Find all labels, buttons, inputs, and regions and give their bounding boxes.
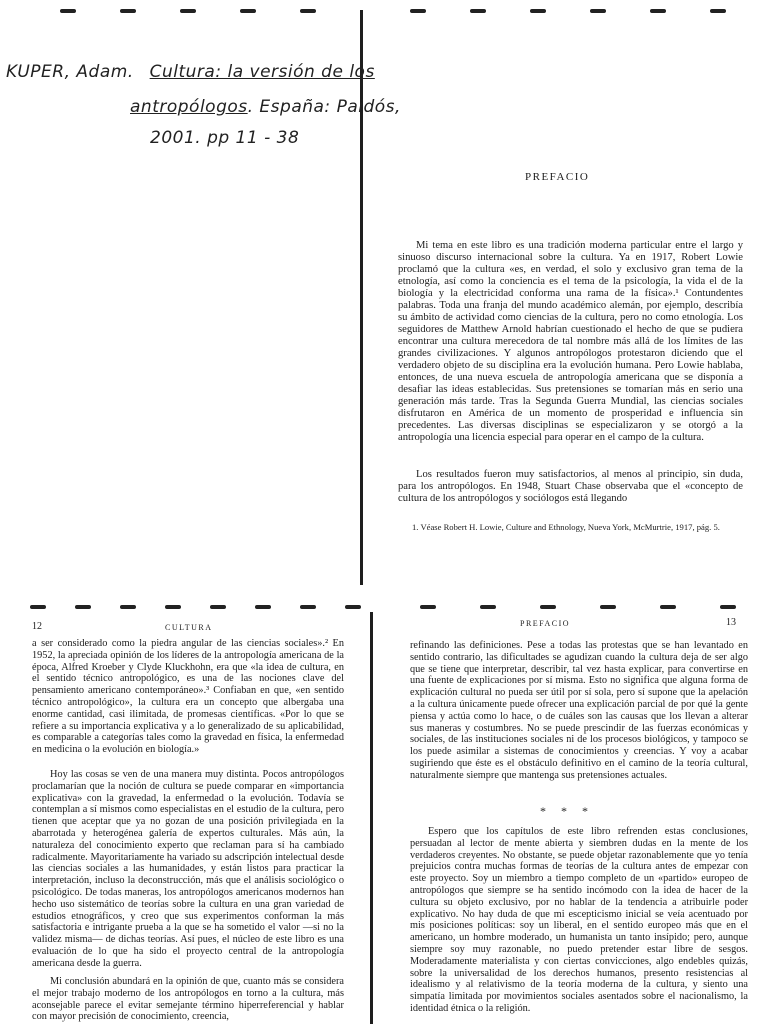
handwritten-line-3: 2001. pp 11 - 38 [150, 128, 300, 148]
bottom-spine-line [370, 612, 373, 1024]
handwritten-title: Cultura: la versión de los [149, 62, 375, 82]
page12-paragraph-1: a ser considerado como la piedra angular de las ciencias sociales».² En 1952, la apreciada opinión de los líderes de la antropología americana de la época, Alfred Kroeber y Clyde Kluckhohn, era que «la idea de cultura, en el sentido técnico antropológico, es una de las nociones clave del pensamiento americano contemporáneo».³ Confiaban en que, «en sentido técnico antropológico», la cultura era un concepto que albergaba una enorme cantidad, casi ilimitada, de promesas científicas. «Por lo que se refiere a su importancia explicativa y a lo generalizado de su aplicabilidad, es comparable a categorías tales como la gravedad en física, la enfermedad en medicina o la evolución en biología.» [32, 638, 344, 756]
page13-paragraph-1: refinando las definiciones. Pese a todas las protestas que se han levantado en sentido contrario, las dificultades se agudizan cuando la cultura deja de ser algo que se tiene que interpretar, describir, tal vez hasta explicar, para convertirse en una fuente de explicaciones por sí misma. Esto no significa que alguna forma de explicación cultural no pueda ser útil por sí sola, pero sí supone que la apelación a la cultura únicamente puede ofrecer una explicación parcial de por qué la gente piensa y actúa como lo hace, o de cuáles son las causas que los llevan a alterar sus maneras y costumbres. No se puede prescindir de las fuerzas económicas y sociales, de las instituciones sociales ni de los procesos biológicos, y tampoco se los puede asimilar a sistemas de conocimientos y creencias. Y voy a acabar sugiriendo que éste es el obstáculo definitivo en el camino de la teoría cultural, naturalmente siempre que mantenga sus pretensiones actuales. [410, 640, 748, 781]
page12-paragraph-3: Mi conclusión abundará en la opinión de que, cuanto más se considera el mejor trabajo moderno de los antropólogos en torno a la cultura, más aconsejable parece el evitar semejante término hiperreferencial y hablar con mayor precisión de conocimiento, creencia, [32, 976, 344, 1023]
page13-paragraph-2: Espero que los capítulos de este libro refrenden estas conclusiones, persuadan al lector de mente abierta y siembren dudas en la mente de los verdaderos creyentes. No obstante, se puede objetar razonablemente que yo tenía prejuicios contra muchas formas de teorías de la cultura antes de empezar con este proyecto. Soy un miembro a tiempo completo de un «partido» europeo de antropólogos que siempre se ha sentido incómodo con la idea de hacer de la cultura su objeto exclusivo, por no hablar de la tendencia a atribuirle poder explicativo. No hay duda de que mi escepticismo inicial se veía acentuado por mis posiciones políticas: soy un liberal, en el sentido europeo más que en el americano, un hombre moderado, un humanista un tanto insípido; pero, aunque siempre soy muy razonable, no puedo pretender estar libre de sesgos. Moderadamente materialista y con ciertas convicciones, algo endebles quizás, sobre la universalidad de los derechos humanos, presento resistencias al idealismo y al relativismo de la teoría moderna de la cultura, y siento una simpatía limitada por movimientos sociales asentados sobre el nacionalismo, la identidad étnica o la religión. [410, 826, 748, 1014]
handwritten-author: KUPER, Adam. [6, 62, 134, 82]
handwritten-line-2 [130, 97, 401, 117]
handwritten-title-end: antropólogos [130, 97, 248, 117]
page-number-12: 12 [32, 621, 42, 632]
handwritten-place: . España: Paidós, [247, 97, 401, 117]
page-number-13: 13 [726, 617, 736, 628]
page-title: PREFACIO [525, 171, 590, 183]
page12-paragraph-2: Hoy las cosas se ven de una manera muy distinta. Pocos antropólogos proclamarían que la noción de cultura se puede comparar en «importancia explicativa» con la gravedad, la enfermedad o la evolución. Todavía se contemplan a sí mismos como especialistas en el estudio de la cultura, pero tienen que aceptar que ya no gozan de una posición privilegiada en la abarrotada y heterogénea galería de expertos culturales. Más aún, la naturaleza del conocimiento experto que reclaman para sí ha cambiado radicalmente. Mayoritariamente ha variado su adscripción intelectual desde las ciencias sociales a las humanidades, y están listos para practicar la interpretación, incluso la deconstrucción, más que el análisis sociológico o psicológico. De todas maneras, los antropólogos americanos modernos han hecho uso sistemático de teorías sobre la cultura en una gran variedad de estudios etnográficos, y creo que sus experimentos conforman la más satisfactoria e intrigante prueba a la que se ha sometido el valor —si no la validez misma— de dichas teorías. Así pues, el núcleo de este libro es una evaluación de lo que ha sido el proyecto central de la antropología americana desde la guerra. [32, 769, 344, 969]
running-head-cultura: CULTURA [165, 623, 213, 632]
middle-scan-edge [0, 596, 768, 622]
section-separator: * * * [540, 804, 594, 818]
prefacio-paragraph-2: Los resultados fueron muy satisfactorios, al menos al principio, sin duda, para los antropólogos. En 1948, Stuart Chase observaba que el «concepto de cultura de los antropólogos y sociólogos está llegando [398, 469, 743, 504]
handwritten-line-1 [6, 62, 375, 82]
footnote: 1. Véase Robert H. Lowie, Culture and Ethnology, Nueva York, McMurtrie, 1917, pág. 5. [412, 522, 720, 532]
top-scan-edge [0, 0, 768, 26]
running-head-prefacio: PREFACIO [520, 619, 571, 628]
prefacio-paragraph-1: Mi tema en este libro es una tradición moderna particular entre el largo y sinuoso discurso internacional sobre la cultura. Ya en 1917, Robert Lowie proclamó que la cultura «es, en verdad, el solo y exclusivo gran tema de la etnología, así como la conciencia es el tema de la psicología, la vida el de la biología y la electricidad conforma una rama de la física».¹ Contundentes palabras. Toda una franja del mundo académico alemán, por ejemplo, describía su ámbito de actividad como ciencias de la cultura, pero no como etnología. Los seguidores de Matthew Arnold habrían cuestionado el hecho de que se pudiera encontrar una cultura merecedora de tal nombre más allá de los límites de las grandes civilizaciones. Y algunos antropólogos protestaron diciendo que el verdadero objeto de su disciplina era la evolución humana. Pero Lowie hablaba, entonces, de una nueva escuela de antropología americana que se disponía a desafiar las ideas establecidas. Sus pretensiones se tomarían más en serio una generación más tarde. Tras la Segunda Guerra Mundial, las ciencias sociales disfrutaron en América de un momento de prosperidad e influencia sin precedentes. Las diversas disciplinas se especializaron y se otorgó a la antropología una licencia especial para operar en el campo de la cultura. [398, 240, 743, 443]
